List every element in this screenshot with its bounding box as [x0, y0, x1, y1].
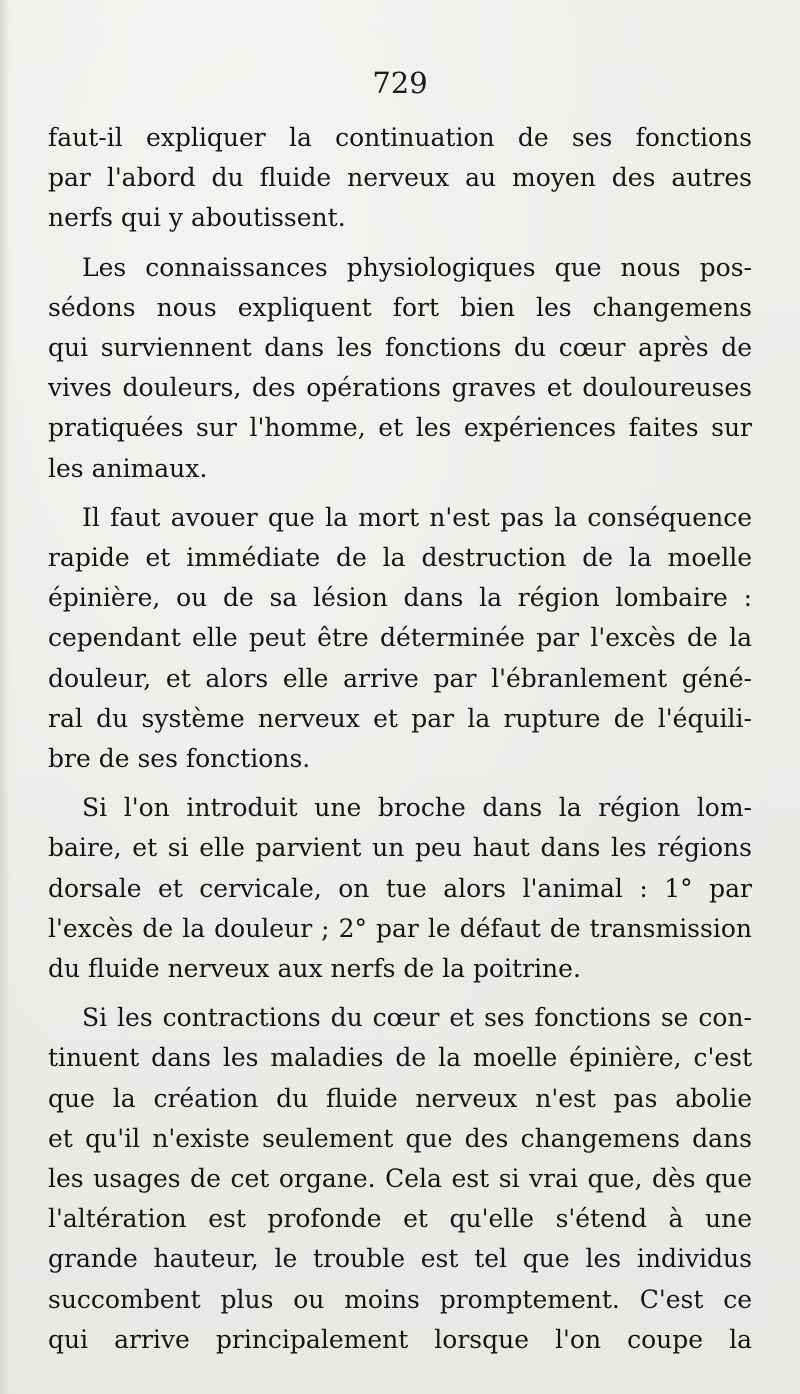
page-number: 729 [372, 66, 428, 100]
text-line: du fluide nerveux aux nerfs de la poitrine. [48, 954, 581, 984]
text-line: l'altération est profonde et qu'elle s'étend à une [48, 1204, 752, 1234]
text-line: épinière, ou de sa lésion dans la région lombaire : [48, 583, 752, 613]
text-line: les animaux. [48, 453, 208, 483]
text-line: les usages de cet organe. Cela est si vrai que, dès que [48, 1164, 752, 1194]
paragraph-5 [48, 998, 752, 1360]
text-line: Si l'on introduit une broche dans la région lom- [82, 793, 752, 823]
text-line: sédons nous expliquent fort bien les changemens [48, 292, 752, 322]
paragraph-1 [48, 118, 752, 239]
paragraph-4 [48, 788, 752, 989]
text-line: dorsale et cervicale, on tue alors l'animal : 1° par [48, 873, 752, 903]
text-line: grande hauteur, le trouble est tel que les individus [48, 1244, 752, 1274]
text-line: douleur, et alors elle arrive par l'ébranlement géné- [48, 663, 752, 693]
text-line: rapide et immédiate de la destruction de la moelle [48, 543, 752, 573]
paragraph-3 [48, 498, 752, 779]
text-line: Si les contractions du cœur et ses fonctions se con- [82, 1003, 752, 1033]
text-line: Les connaissances physiologiques que nous pos- [82, 252, 752, 282]
page-edge-shadow [0, 0, 10, 1394]
text-line: par l'abord du fluide nerveux au moyen des autres [48, 163, 752, 193]
paragraph-2 [48, 248, 752, 489]
text-line: et qu'il n'existe seulement que des changemens dans [48, 1123, 752, 1153]
body-text [48, 118, 752, 1360]
text-line: faut-il expliquer la continuation de ses fonctions [48, 123, 752, 152]
text-line: tinuent dans les maladies de la moelle épinière, c'est [48, 1043, 752, 1073]
text-line: ral du système nerveux et par la rupture de l'équili- [48, 703, 752, 733]
text-line: cependant elle peut être déterminée par l'excès de la [48, 623, 752, 653]
text-line: vives douleurs, des opérations graves et douloureuses [48, 373, 752, 403]
text-line: qui surviennent dans les fonctions du cœur après de [48, 333, 752, 363]
text-line: Il faut avouer que la mort n'est pas la conséquence [82, 502, 752, 532]
text-line: qui arrive principalement lorsque l'on coupe la [48, 1324, 752, 1354]
text-line: pratiquées sur l'homme, et les expériences faites sur [48, 413, 752, 443]
text-line: l'excès de la douleur ; 2° par le défaut de transmission [48, 913, 752, 943]
text-line: nerfs qui y aboutissent. [48, 203, 346, 233]
text-line: baire, et si elle parvient un peu haut dans les régions [48, 833, 752, 863]
text-line: bre de ses fonctions. [48, 744, 311, 774]
text-line: que la création du fluide nerveux n'est pas abolie [48, 1083, 752, 1113]
text-line: succombent plus ou moins promptement. C'est ce [48, 1284, 752, 1314]
